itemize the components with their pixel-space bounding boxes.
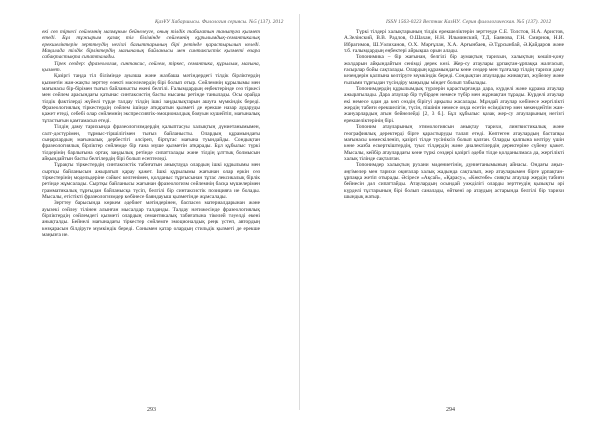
page-number-left: 293 <box>147 407 156 413</box>
keywords: Тірек сөздер: фразеология, синтаксис, сөйлем, тіркес, семантика, құрылым, мағына, қызмет. <box>42 60 260 74</box>
page-number-right: 294 <box>446 407 455 413</box>
right-page <box>300 0 600 424</box>
running-header-right: ISSN 1563-0223 Вестник КазНУ. Серия филологическая. №5 (137). 2012 <box>386 19 552 25</box>
running-header-left: ҚазҰУ Хабаршысы. Филология сериясы. №5 (137). 2012 <box>155 19 284 25</box>
paragraph: Топонимдер халықтың рухани мәдениетінің, дүниетанымының айнасы. Ондағы аңыз-әңгімелер мен тарихи оқиғалар халық жадында сақталып, жер атауларымен бірге ұрпақтан-ұрпаққа жетіп отырады. Әсіресе «Ақсай», «Қарасу», «Көктөбе» сияқты атаулар жердің табиғи бейнесін дәл сипаттайды. Атаулардың осындай уәжділігі оларды зерттеудің қызықты әрі күрделі тұстарының бірі болып саналады, өйткені әр атаудың астарында белгілі бір тарихи шындық жатыр. <box>344 162 564 200</box>
paragraph: Түркі тілдері халықтарының тілдік ерекшеліктерін зерттеуде С.Е. Толстов, Н.А. Аристов, А.Зелінский, В.В. Радлов, О.Шахан, Н.Н. Ильминский, Т.Д. Баянова, Г.Н. Смирнов, Н.И. Ибрагимов, Ш.Уәлиханов, О.Х. Мәрғұлан, Х.А. Арғынбаев, Ә.Тұрсынбай, Ә.Қайдаров және т.б. ғалымдардың еңбектері айрықша орын алады. <box>344 29 564 55</box>
left-page-text <box>42 29 260 397</box>
paragraph: Топоним атауларының этимологиясын анықтау тарихи, лингвистикалық және географиялық деректерді бірге қарастыруды талап етеді. Көптеген атаулардың бастапқы мағынасы көмескіленіп, қазіргі тілде түсініксіз болып қалған. Оларды қалпына келтіру үшін көне жазба ескерткіштердің, туыс тілдердің және диалектілердің деректеріне сүйену қажет. Мысалы, кейбір атаулардағы көне түркі сөздері қазіргі әдеби тілде қолданылмаса да, жергілікті халық тілінде сақталған. <box>344 124 564 162</box>
paragraph: Қазіргі таңда тіл білімінде ауызша және жазбаша мәтіндердегі тілдік бірліктердің қызметін жан-жақты зерттеу өзекті мәселелердің бірі болып отыр. Сөйлемнің құрылымы мен мағынасы бір-бірімен тығыз байланысты екені белгілі. Ғалымдардың еңбектерінде сөз тіркесі мен сөйлем арасындағы қатынас синтаксистің басты нысаны ретінде танылады. Осы орайда тілдік фактілерді жүйелі түрде талдау тілдің ішкі заңдылықтарын ашуға мүмкіндік береді. Фразеологиялық тіркестердің сөйлем ішінде атқаратын қызметі де ерекше назар аударуды қажет етеді, себебі олар сөйлемнің экспрессивтік-эмоционалдық бояуын күшейтіп, мағыналық тұтастығын қамтамасыз етеді. <box>42 73 260 124</box>
paragraph: Зерттеу барысында көркем әдебиет мәтіндерінен, баспасөз материалдарынан және ауызекі сөйлеу тілінен алынған мысалдар талданды. Талдау нәтижесінде фразеологиялық бірліктердің сөйлемдегі қызметі олардың семантикалық табиғатына тікелей тәуелді екені анықталды. Бейнелі мағынадағы тіркестер сөйлемге эмоционалдық реңк үстеп, автордың көзқарасын білдіруге мүмкіндік береді. Сонымен қатар олардың стильдік қызметі де ерекше маңызға ие. <box>42 200 260 238</box>
right-page-text <box>344 29 564 397</box>
paragraph: Тұрақты тіркестердің синтаксистік табиғатын анықтауда олардың ішкі құрылымы мен сыртқы байланысын ажыратып қарау қажет. Ішкі құрылымы жағынан олар еркін сөз тіркестерінің модельдеріне сәйкес келгенімен, қолданыс тұрғысынан тұтас лексикалық бірлік ретінде жұмсалады. Сыртқы байланысы жағынан фразеологизм сөйлемнің басқа мүшелерімен грамматикалық тұрғыдан байланысқа түсіп, белгілі бір синтаксистік позицияға ие болады. Мысалы, етістікті фразеологизмдер көбінесе баяндауыш қызметінде жұмсалады. <box>42 162 260 200</box>
paragraph: екі сөз тіркесі сөйлемнің мазмұнын бейнелеуге, оның тілдік табиғатын танытуға қызмет етеді. Бұл тұжырым қазақ тіл білімінде сөйлемнің құрылымдық-семантикалық ерекшеліктерін зерттеудің негізгі бағыттарының бірі ретінде қарастырылып келеді. Мақалада тілдік бірліктердің мағыналық байланысы мен синтаксистік қызметі өзара сабақтастықта сипатталады. <box>42 29 260 61</box>
paragraph: Топонимика – бір жағынан, белгілі бір аумақтың тарихын, халықтың көшіп-қону жолдарын айқындайтын сенімді дерек көзі. Жер-су атаулары ұрпақтан-ұрпаққа жалғасып, ғасырлар бойы сақталады. Олардың құрамындағы көне сөздер мен тұлғалар тілдің тарихи даму кезеңдерін қалпына келтіруге мүмкіндік береді. Сондықтан атауларды жинақтап, жүйелеу және ғылыми тұрғыдан түсіндіру маңызды міндет болып табылады. <box>344 54 564 86</box>
paragraph: Топонимдердің құрылымдық түрлерін қарастырғанда дара, күрделі және құрама атаулар ажыратылады. Дара атаулар бір түбірден немесе түбір мен жұрнақтан тұрады. Күрделі атаулар екі немесе одан да көп сөздің бірігуі арқылы жасалады. Мұндай атаулар көбінесе жергілікті жердің табиғи ерекшелігін, түсін, пішінін немесе онда өсетін өсімдіктер мен мекендейтін жан-жануарлардың атын бейнелейді [2, 3 б.]. Бұл құбылыс қазақ жер-су атауларының негізгі ерекшеліктерінің бірі. <box>344 86 564 124</box>
paragraph: Тілдің даму тарихында фразеологизмдердің қалыптасуы халықтың дүниетанымымен, салт-дәстүрімен, тұрмыс-тіршілігімен тығыз байланысты. Олардың құрамындағы сыңарлардың мағыналық дербестігі әлсіреп, біртұтас мағына туындайды. Сондықтан фразеологиялық бірліктер сөйлемде бір ғана мүше қызметін атқарады. Бұл құбылыс түркі тілдерінің барлығына ортақ заңдылық ретінде сипатталады және тілдің ұлттық болмысын айқындайтын басты белгілердің бірі болып есептеледі. <box>42 124 260 162</box>
